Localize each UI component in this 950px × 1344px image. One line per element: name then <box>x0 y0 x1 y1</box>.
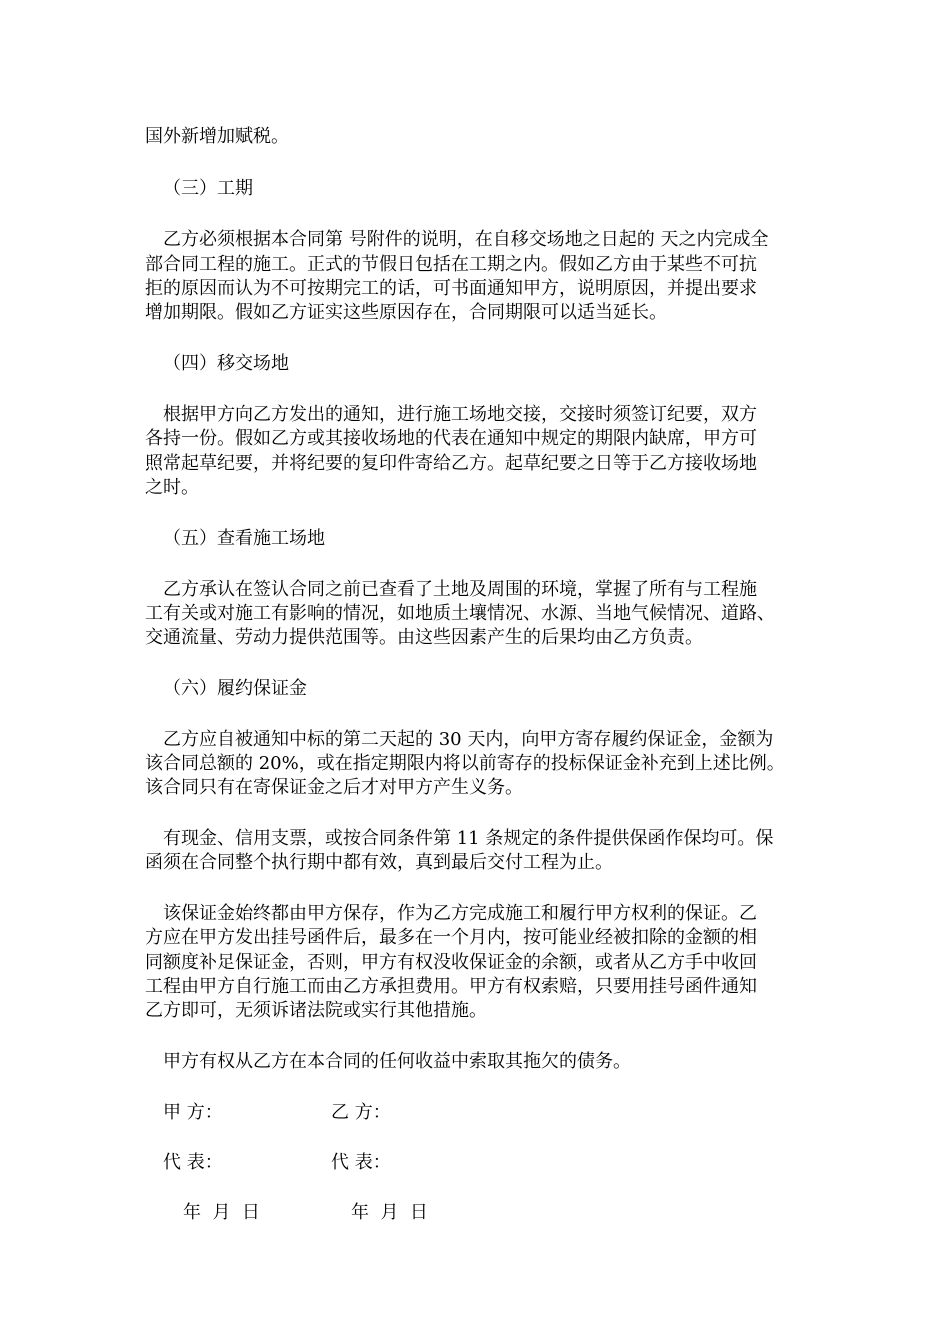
paragraph-line: 根据甲方向乙方发出的通知，进行施工场地交接，交接时须签订纪要，双方 <box>163 404 757 425</box>
paragraph-line: 交通流量、劳动力提供范围等。由这些因素产生的后果均由乙方负责。 <box>145 627 703 648</box>
section-heading: （四）移交场地 <box>163 353 289 374</box>
paragraph-line: 该保证金始终都由甲方保存，作为乙方完成施工和履行甲方权利的保证。乙 <box>163 903 757 924</box>
party-a-label: 甲 方： <box>163 1102 223 1123</box>
paragraph-line: 之时。 <box>145 477 199 498</box>
paragraph-line: 各持一份。假如乙方或其接收场地的代表在通知中规定的期限内缺席，甲方可 <box>145 428 757 449</box>
paragraph-line: 乙方即可，无须诉诸法院或实行其他措施。 <box>145 1000 487 1021</box>
representative-b-label: 代 表： <box>331 1152 391 1173</box>
paragraph-line: 照常起草纪要，并将纪要的复印件寄给乙方。起草纪要之日等于乙方接收场地 <box>145 453 757 474</box>
paragraph-line: 有现金、信用支票，或按合同条件第 11 条规定的条件提供保函作保均可。保 <box>163 828 774 849</box>
section-heading: （六）履约保证金 <box>163 678 307 699</box>
paragraph-line: 拒的原因而认为不可按期完工的话，可书面通知甲方，说明原因，并提出要求 <box>145 278 757 299</box>
paragraph-line: 乙方应自被通知中标的第二天起的 30 天内，向甲方寄存履约保证金，金额为 <box>163 729 774 750</box>
paragraph-line: 函须在合同整个执行期中都有效，真到最后交付工程为止。 <box>145 852 613 873</box>
section-heading: （五）查看施工场地 <box>163 528 325 549</box>
date-a: 年 月 日 <box>183 1202 260 1223</box>
paragraph-line: 该合同总额的 20%，或在指定期限内将以前寄存的投标保证金补充到上述比例。 <box>145 753 785 774</box>
paragraph-line: 同额度补足保证金，否则，甲方有权没收保证金的余额，或者从乙方手中收回 <box>145 952 757 973</box>
paragraph-line: 乙方承认在签认合同之前已查看了土地及周围的环境，掌握了所有与工程施 <box>163 579 757 600</box>
paragraph-line: 甲方有权从乙方在本合同的任何收益中索取其拖欠的债务。 <box>163 1051 631 1072</box>
representative-a-label: 代 表： <box>163 1152 223 1173</box>
paragraph-line: 工程由甲方自行施工而由乙方承担费用。甲方有权索赔，只要用挂号函件通知 <box>145 976 757 997</box>
paragraph-line: 该合同只有在寄保证金之后才对甲方产生义务。 <box>145 777 523 798</box>
paragraph-line: 增加期限。假如乙方证实这些原因存在，合同期限可以适当延长。 <box>145 302 667 323</box>
paragraph-line: 部合同工程的施工。正式的节假日包括在工期之内。假如乙方由于某些不可抗 <box>145 254 757 275</box>
paragraph-line: 方应在甲方发出挂号函件后，最多在一个月内，按可能业经被扣除的金额的相 <box>145 927 757 948</box>
paragraph-line: 国外新增加赋税。 <box>145 126 289 147</box>
paragraph-line: 乙方必须根据本合同第 号附件的说明，在自移交场地之日起的 天之内完成全 <box>163 229 769 250</box>
section-heading: （三）工期 <box>163 178 253 199</box>
party-b-label: 乙 方： <box>331 1102 391 1123</box>
paragraph-line: 工有关或对施工有影响的情况，如地质土壤情况、水源、当地气候情况、道路、 <box>145 603 775 624</box>
date-b: 年 月 日 <box>351 1202 428 1223</box>
